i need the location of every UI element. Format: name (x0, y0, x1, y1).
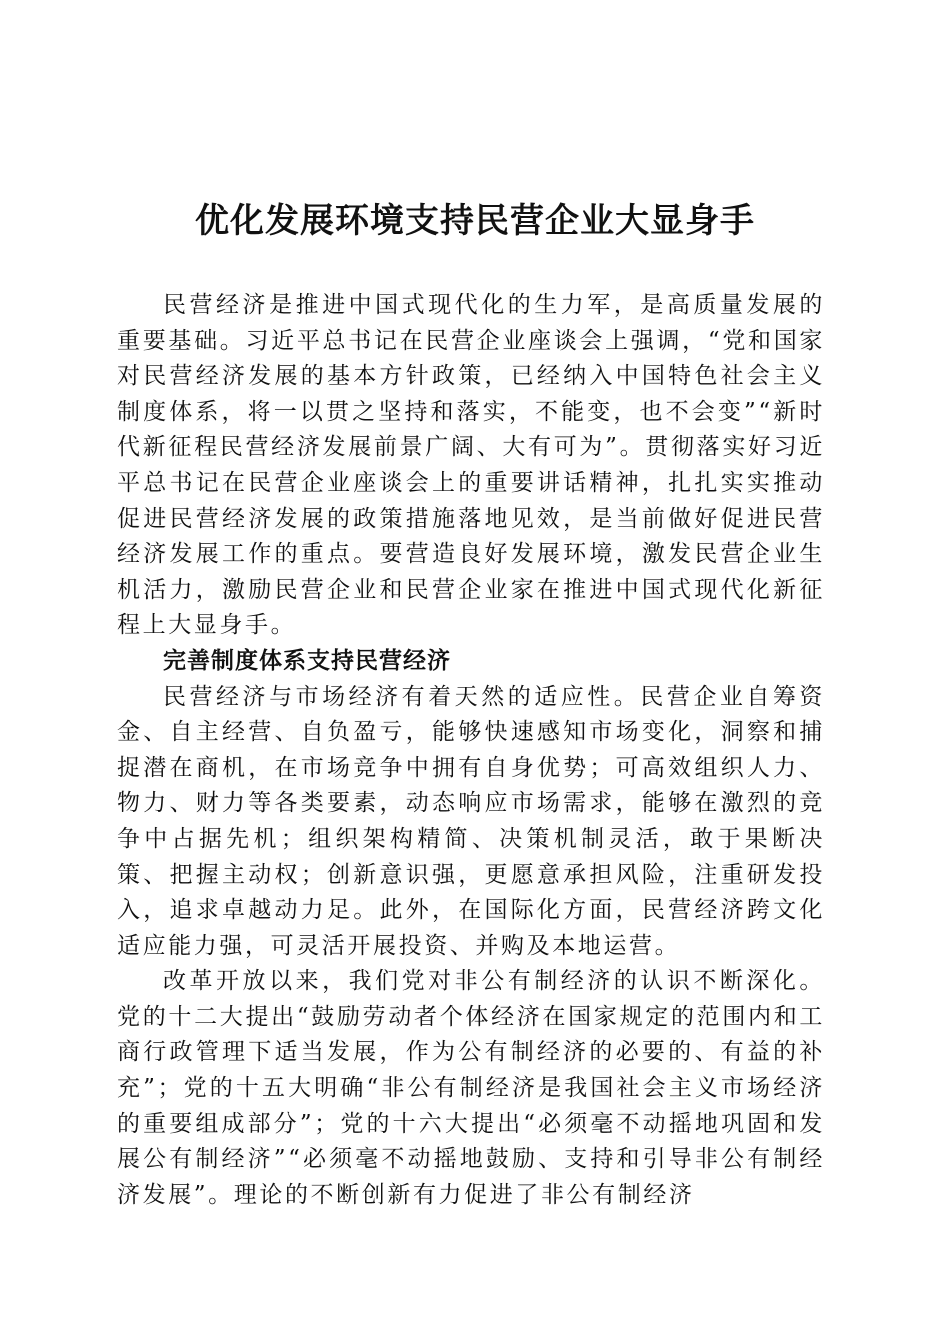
document-title: 优化发展环境支持民营企业大显身手 (195, 201, 755, 241)
paragraph-intro: 民营经济是推进中国式现代化的生力军，是高质量发展的重要基础。习近平总书记在民营企业座谈会上强调，“党和国家对民营经济发展的基本方针政策，已经纳入中国特色社会主义制度体系，将一以贯之坚持和落实，不能变，也不会变”“新时代新征程民营经济发展前景广阔、大有可为”。贯彻落实好习近平总书记在民营企业座谈会上的重要讲话精神，扎扎实实推动促进民营经济发展的政策措施落地见效，是当前做好促进民营经济发展工作的重点。要营造良好发展环境，激发民营企业生机活力，激励民营企业和民营企业家在推进中国式现代化新征程上大显身手。 (117, 292, 825, 639)
section-heading: 完善制度体系支持民营经济 (163, 647, 451, 674)
paragraph-reform-history: 改革开放以来，我们党对非公有制经济的认识不断深化。党的十二大提出“鼓励劳动者个体经济在国家规定的范围内和工商行政管理下适当发展，作为公有制经济的必要的、有益的补充”；党的十五大明确“非公有制经济是我国社会主义市场经济的重要组成部分”；党的十六大提出“必须毫不动摇地巩固和发展公有制经济”“必须毫不动摇地鼓励、支持和引导非公有制经济发展”。理论的不断创新有力促进了非公有制经济 (117, 968, 825, 1208)
paragraph-market-adaptability: 民营经济与市场经济有着天然的适应性。民营企业自筹资金、自主经营、自负盈亏，能够快速感知市场变化，洞察和捕捉潜在商机，在市场竞争中拥有自身优势；可高效组织人力、物力、财力等各类要素，动态响应市场需求，能够在激烈的竞争中占据先机；组织架构精简、决策机制灵活，敢于果断决策、把握主动权；创新意识强，更愿意承担风险，注重研发投入，追求卓越动力足。此外，在国际化方面，民营经济跨文化适应能力强，可灵活开展投资、并购及本地运营。 (117, 683, 825, 959)
document-body (117, 288, 825, 1213)
